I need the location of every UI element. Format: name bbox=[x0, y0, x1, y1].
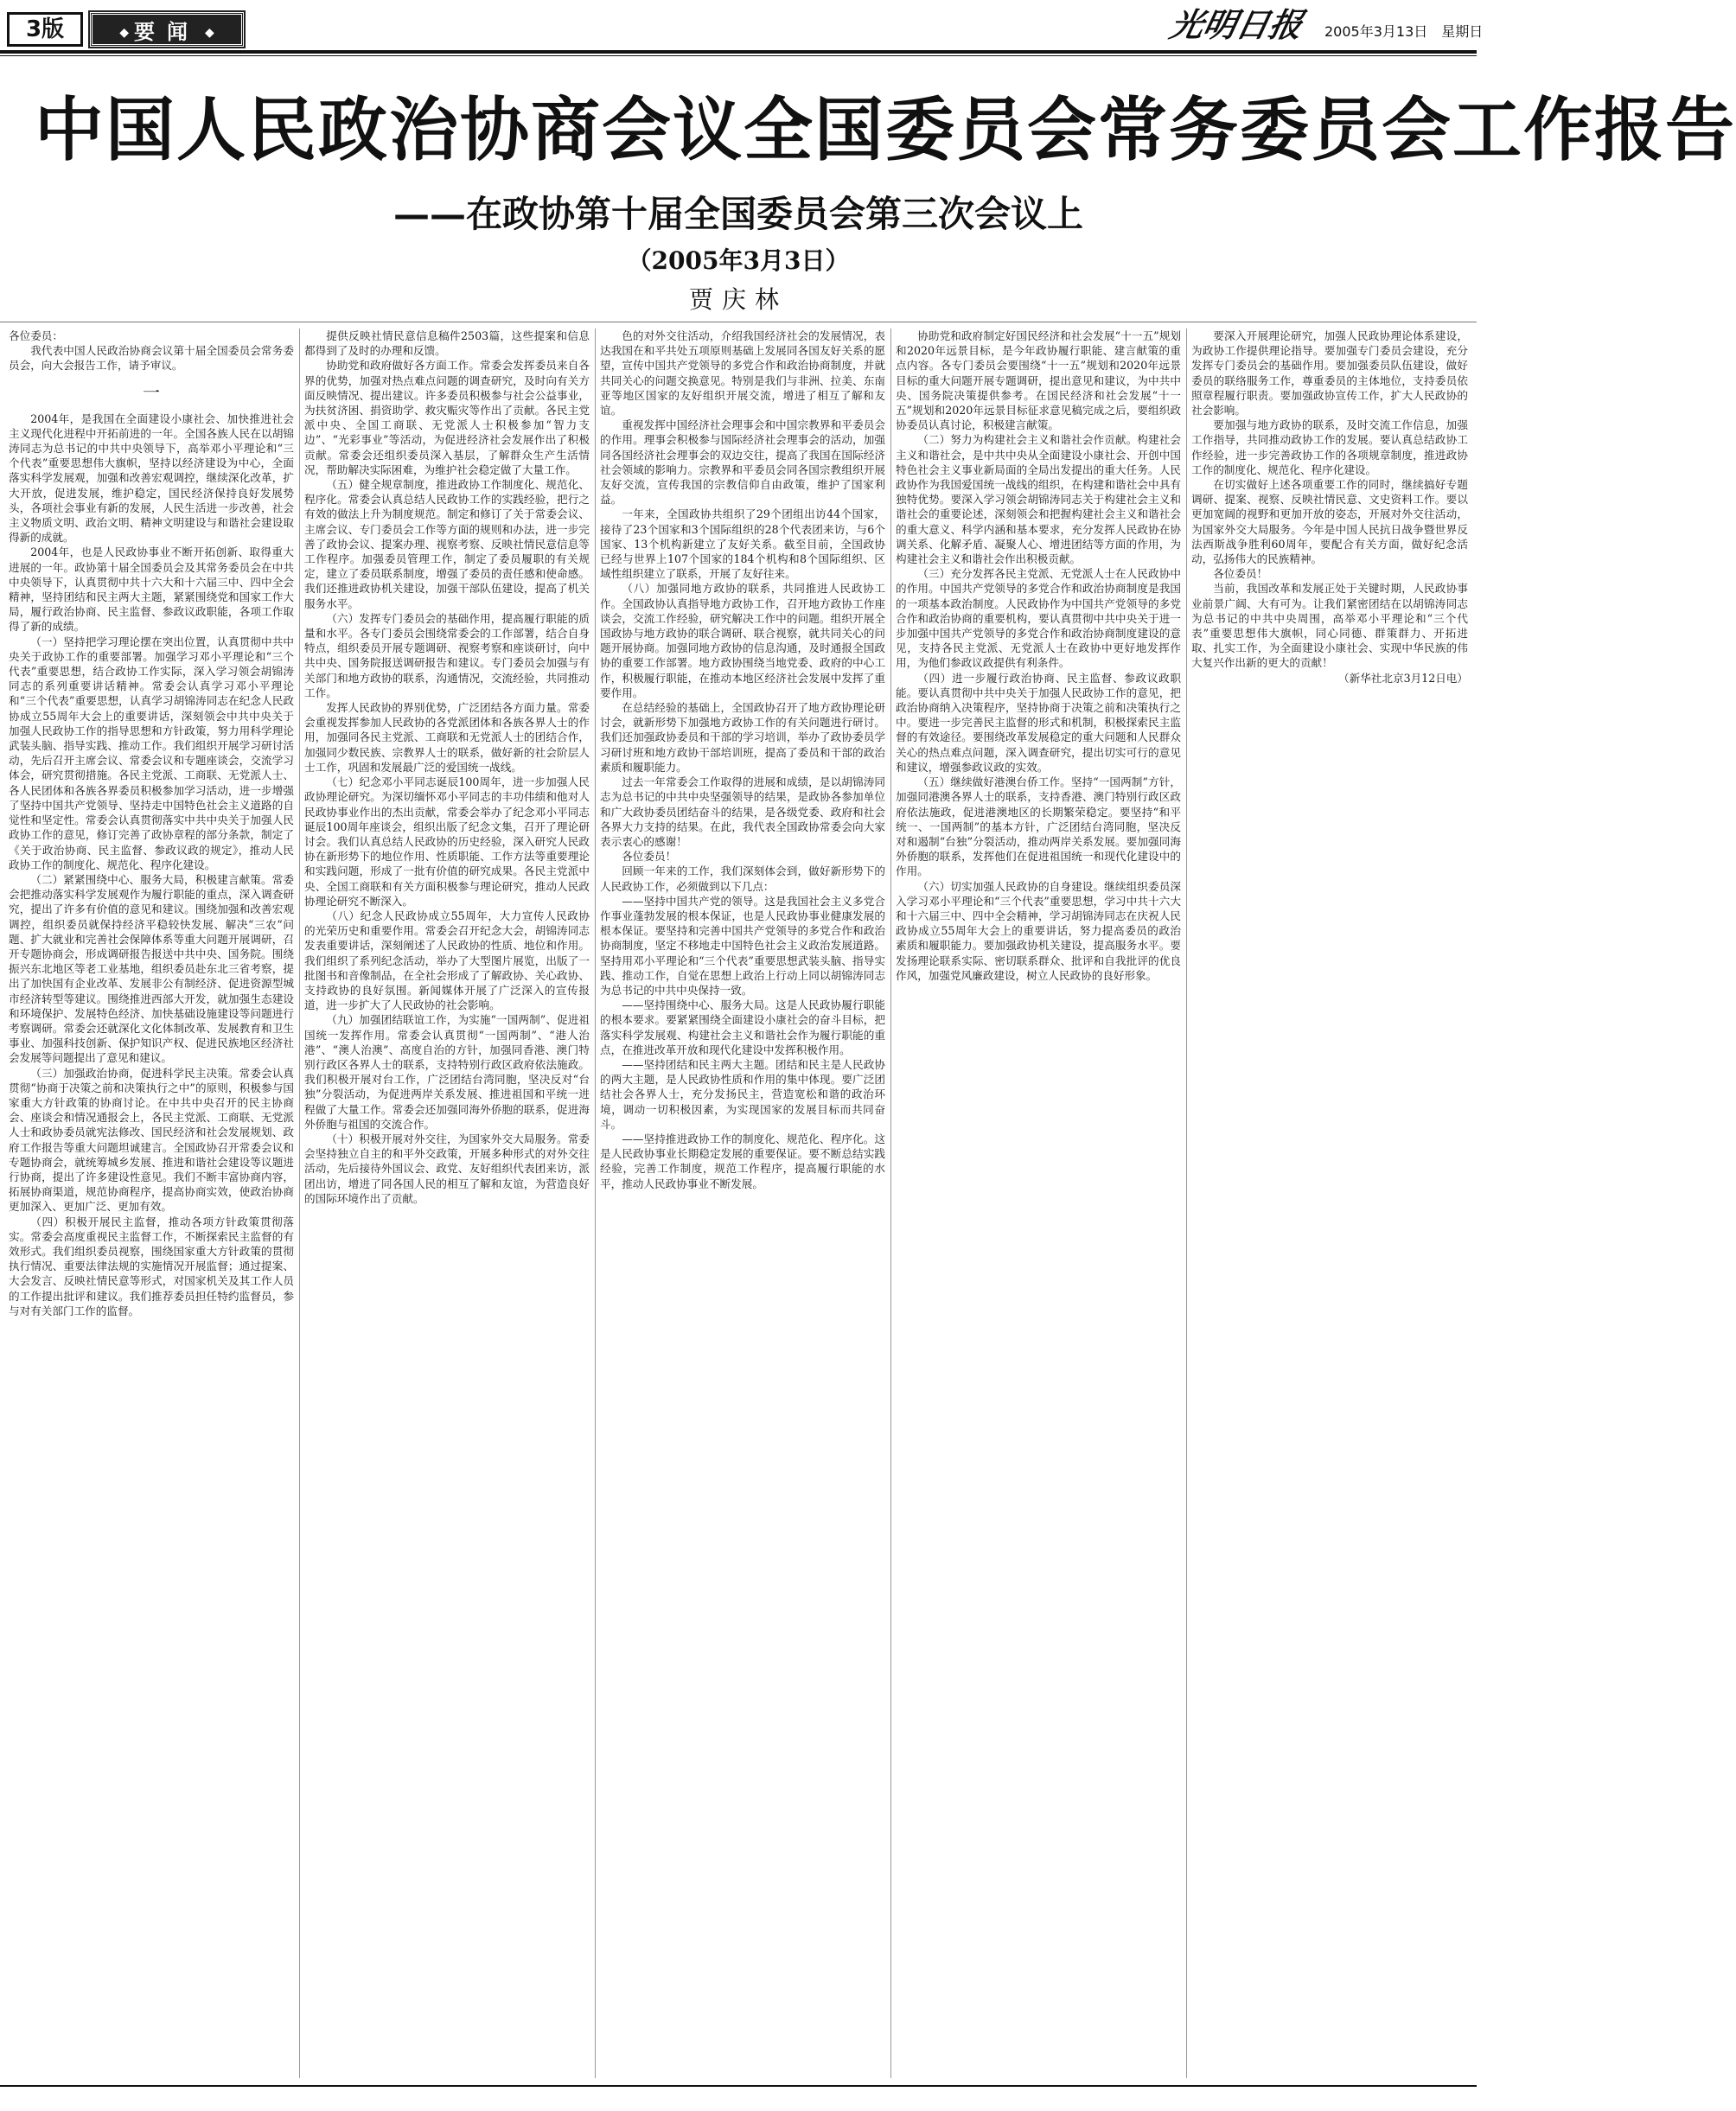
paragraph: （五）继续做好港澳台侨工作。坚持“一国两制”方针，加强同港澳各界人士的联系，支持香港、澳门特别行政区政府依法施政，促进港澳地区的长期繁荣稳定。要坚持“和平统一、一国两制”的基本方针，广泛团结台湾同胞，坚决反对和遏制“台独”分裂活动，推动两岸关系发展。要加强同海外侨胞的联系，发挥他们在促进祖国统一和现代化建设中的作用。 bbox=[896, 775, 1181, 878]
paragraph: （四）进一步履行政治协商、民主监督、参政议政职能。要认真贯彻中共中央关于加强人民政协工作的意见，把政治协商纳入决策程序，坚持协商于决策之前和决策执行之中。要进一步完善民主监督的形式和机制，积极探索民主监督的有效途径。要围绕改革发展稳定的重大问题和人民群众关心的热点难点问题，深入调查研究，提出切实可行的意见和建议，增强参政议政的实效。 bbox=[896, 671, 1181, 774]
text-column-1 bbox=[9, 328, 294, 2078]
paragraph: （四）积极开展民主监督，推动各项方针政策贯彻落实。常委会高度重视民主监督工作，不断探索民主监督的有效形式。我们组织委员视察，围绕国家重大方针政策的贯彻执行情况、重要法律法规的实施情况开展监督；通过提案、大会发言、反映社情民意等形式，对国家机关及其工作人员的工作提出批评和建议。我们推荐委员担任特约监督员，参与对有关部门工作的监督。 bbox=[9, 1215, 294, 1317]
paragraph: （二）努力为构建社会主义和谐社会作贡献。构建社会主义和谐社会，是中共中央从全面建设小康社会、开创中国特色社会主义事业新局面的全局出发提出的重大任务。人民政协作为我国爱国统一战线的组织，在构建和谐社会中具有独特优势。要深入学习领会胡锦涛同志关于构建社会主义和谐社会的重要论述，深刻领会和把握构建社会主义和谐社会的重大意义、科学内涵和基本要求，充分发挥人民政协在协调关系、化解矛盾、凝聚人心、增进团结等方面的作用，为构建社会主义和谐社会作出积极贡献。 bbox=[896, 433, 1181, 566]
page-number: 3版 bbox=[7, 12, 83, 47]
issue-date: 2005年3月13日 星期日 bbox=[1324, 23, 1484, 40]
paragraph: （三）充分发挥各民主党派、无党派人士在人民政协中的作用。中国共产党领导的多党合作和政治协商制度是我国的一项基本政治制度。人民政协作为中国共产党领导的多党合作和政治协商的重要机构，要认真贯彻中共中央关于进一步加强中国共产党领导的多党合作和政治协商制度建设的意见，支持各民主党派、无党派人士在政协中更好地发挥作用，为他们参政议政提供有利条件。 bbox=[896, 567, 1181, 670]
paragraph: 协助党和政府做好各方面工作。常委会发挥委员来自各界的优势，加强对热点难点问题的调查研究，及时向有关方面反映情况、提出建议。许多委员积极参与社会公益事业，为扶贫济困、捐资助学、救灾赈灾等作出了贡献。各民主党派中央、全国工商联、无党派人士积极参加“智力支边”、“光彩事业”等活动，为促进经济社会发展作出了积极贡献。常委会还组织委员深入基层，了解群众生产生活情况，帮助解决实际困难，为维护社会稳定做了大量工作。 bbox=[304, 359, 590, 476]
paragraph: ——坚持推进政协工作的制度化、规范化、程序化。这是人民政协事业长期稳定发展的重要保证。要不断总结实践经验，完善工作制度，规范工作程序，提高履行职能的水平，推动人民政协事业不断发展。 bbox=[600, 1132, 885, 1190]
footer-divider bbox=[0, 2085, 1477, 2087]
section-label bbox=[90, 12, 244, 47]
paragraph: 各位委员！ bbox=[1213, 567, 1268, 581]
paragraph: ——坚持中国共产党的领导。这是我国社会主义多党合作事业蓬勃发展的根本保证，也是人民政协事业健康发展的根本保证。要坚持和完善中国共产党领导的多党合作和政治协商制度，坚定不移地走中国特色社会主义政治发展道路。坚持用邓小平理论和“三个代表”重要思想武装头脑、指导实践、推动工作，自觉在思想上政治上行动上同以胡锦涛同志为总书记的中共中央保持一致。 bbox=[600, 894, 885, 997]
paragraph: 要加强与地方政协的联系，及时交流工作信息，加强工作指导，共同推动政协工作的发展。要认真总结政协工作经验，进一步完善政协工作的各项规章制度，推进政协工作的制度化、规范化、程序化建设。 bbox=[1191, 418, 1468, 476]
text-column-2 bbox=[304, 328, 590, 2078]
paragraph: （八）加强同地方政协的联系，共同推进人民政协工作。全国政协认真指导地方政协工作，召开地方政协工作座谈会，交流工作经验，研究解决工作中的问题。组织开展全国政协与地方政协的联合调研、联合视察，就共同关心的问题开展协商。加强同地方政协的信息沟通，及时通报全国政协的重要工作部署。地方政协围绕当地党委、政府的中心工作，积极履行职能，在推动本地区经济社会发展中发挥了重要作用。 bbox=[600, 582, 885, 699]
diamond-icon: ◆ bbox=[205, 26, 214, 40]
paragraph: 2004年，也是人民政协事业不断开拓创新、取得重大进展的一年。政协第十届全国委员会及其常务委员会在中共中央领导下，认真贯彻中共十六大和十六届三中、四中全会精神，坚持团结和民主两大主题，紧紧围绕党和国家工作大局，履行政治协商、民主监督、参政议政职能，各项工作取得了新的成绩。 bbox=[9, 545, 294, 634]
paragraph: （六）发挥专门委员会的基础作用，提高履行职能的质量和水平。各专门委员会围绕常委会的工作部署，结合自身特点，组织委员开展专题调研、视察考察和座谈研讨，向中共中央、国务院报送调研报告和建议。专门委员会加强与有关部门和地方政协的联系，沟通情况，交流经验，共同推动工作。 bbox=[304, 611, 590, 699]
paragraph: 2004年，是我国在全面建设小康社会、加快推进社会主义现代化进程中开拓前进的一年。全国各族人民在以胡锦涛同志为总书记的中共中央领导下，高举邓小平理论和“三个代表”重要思想伟大旗帜，坚持以经济建设为中心，全面落实科学发展观，加强和改善宏观调控，继续深化改革，扩大开放，促进发展，维护稳定，国民经济保持良好发展势头，各项社会事业有新的发展，人民生活进一步改善，社会主义物质文明、政治文明、精神文明建设与和谐社会建设取得新的成就。 bbox=[9, 411, 294, 545]
column-divider bbox=[1186, 328, 1187, 2078]
article-author: 贾庆林 bbox=[688, 285, 788, 314]
paragraph: 发挥人民政协的界别优势，广泛团结各方面力量。常委会重视发挥参加人民政协的各党派团体和各族各界人士的作用，加强同各民主党派、工商联和无党派人士的团结合作，加强同少数民族、宗教界人士的联系，做好新的社会阶层人士工作，巩固和发展最广泛的爱国统一战线。 bbox=[304, 701, 590, 774]
paragraph: （九）加强团结联谊工作，为实施“一国两制”、促进祖国统一发挥作用。常委会认真贯彻“一国两制”、“港人治港”、“澳人治澳”、高度自治的方针，加强同香港、澳门特别行政区各界人士的联系，支持特别行政区政府依法施政。我们积极开展对台工作，广泛团结台湾同胞，坚决反对“台独”分裂活动，为促进两岸关系发展、推进祖国和平统一进程做了大量工作。常委会还加强同海外侨胞的联系，促进海外侨胞与祖国的交流合作。 bbox=[304, 1013, 590, 1131]
paragraph: （新华社北京3月12日电） bbox=[1338, 671, 1468, 685]
paragraph: 当前，我国改革和发展正处于关键时期，人民政协事业前景广阔、大有可为。让我们紧密团结在以胡锦涛同志为总书记的中共中央周围，高举邓小平理论和“三个代表”重要思想伟大旗帜，同心同德、群策群力、开拓进取、扎实工作，为全面建设小康社会、实现中华民族的伟大复兴作出新的更大的贡献！ bbox=[1191, 582, 1468, 670]
masthead bbox=[0, 0, 1484, 50]
column-divider bbox=[595, 328, 596, 2078]
paragraph: （七）纪念邓小平同志诞辰100周年，进一步加强人民政协理论研究。为深切缅怀邓小平同志的丰功伟绩和他对人民政协事业作出的杰出贡献，常委会举办了纪念邓小平同志诞辰100周年座谈会，组织出版了纪念文集，召开了理论研讨会。我们认真总结人民政协的历史经验，深入研究人民政协在新形势下的地位作用、性质职能、工作方法等重要理论和实践问题，形成了一批有价值的研究成果。各民主党派中央、全国工商联和有关方面积极参与理论研究，推动人民政协理论研究不断深入。 bbox=[304, 775, 590, 908]
paragraph: 过去一年常委会工作取得的进展和成绩，是以胡锦涛同志为总书记的中共中央坚强领导的结果，是政协各参加单位和广大政协委员团结奋斗的结果，是各级党委、政府和社会各界大力支持的结果。在此，我代表全国政协常委会向大家表示衷心的感谢！ bbox=[600, 775, 885, 848]
paragraph: 在总结经验的基础上，全国政协召开了地方政协理论研讨会，就新形势下加强地方政协工作的有关问题进行研讨。我们还加强政协委员和干部的学习培训，举办了政协委员学习研讨班和地方政协干部培训班，提高了委员和干部的政治素质和履职能力。 bbox=[600, 701, 885, 774]
column-divider bbox=[299, 328, 300, 2078]
article-date: （2005年3月3日） bbox=[627, 246, 850, 275]
paragraph: 提供反映社情民意信息稿件2503篇，这些提案和信息都得到了及时的办理和反馈。 bbox=[304, 329, 590, 358]
header-divider-thin bbox=[0, 55, 1477, 56]
paragraph: 一 bbox=[143, 381, 160, 403]
text-column-4 bbox=[896, 328, 1181, 2078]
header-divider bbox=[0, 50, 1477, 54]
diamond-icon: ◆ bbox=[119, 26, 129, 40]
article-subtitle: ——在政协第十届全国委员会第三次会议上 bbox=[393, 193, 1083, 235]
column-divider bbox=[890, 328, 891, 2078]
newspaper-logo: 光明日报 bbox=[1166, 5, 1306, 44]
paragraph: （一）坚持把学习理论摆在突出位置，认真贯彻中共中央关于政协工作的重要部署。加强学习邓小平理论和“三个代表”重要思想，结合政协工作实际，深入学习领会胡锦涛同志的系列重要讲话精神。常委会认真学习邓小平理论和“三个代表”重要思想，认真学习胡锦涛同志在纪念人民政协成立55周年大会上的重要讲话，深刻领会中共中央关于加强人民政协工作的指导思想和方针政策，努力用科学理论武装头脑、指导实践、推动工作。我们组织开展学习研讨活动，先后召开主席会议、常委会议和专题座谈会，交流学习体会，研究贯彻措施。各民主党派、工商联、无党派人士、各人民团体和各族各界委员积极参加学习活动，进一步增强了坚持中国共产党领导、坚持走中国特色社会主义道路的自觉性和坚定性。常委会认真贯彻落实中共中央关于加强人民政协工作的意见，修订完善了政协章程的部分条款，制定了《关于政治协商、民主监督、参政议政的规定》，推动人民政协工作的制度化、规范化、程序化建设。 bbox=[9, 635, 294, 871]
paragraph: （五）健全规章制度，推进政协工作制度化、规范化、程序化。常委会认真总结人民政协工作的实践经验，把行之有效的做法上升为制度规范。制定和修订了关于常委会议、主席会议、专门委员会工作等方面的规则和办法，进一步完善了政协会议、提案办理、视察考察、反映社情民意信息等工作程序。加强委员管理工作，制定了委员履职的有关规定，建立了委员联系制度，增强了委员的责任感和使命感。我们还推进政协机关建设，加强干部队伍建设，提高了机关服务水平。 bbox=[304, 478, 590, 610]
paragraph: 色的对外交往活动，介绍我国经济社会的发展情况，表达我国在和平共处五项原则基础上发展同各国友好关系的愿望，宣传中国共产党领导的多党合作和政治协商制度，并就共同关心的问题交换意见。特别是我们与非洲、拉美、东南亚等地区国家的友好组织开展交流，增进了相互了解和友谊。 bbox=[600, 329, 885, 418]
paragraph: （十）积极开展对外交往，为国家外交大局服务。常委会坚持独立自主的和平外交政策，开展多种形式的对外交往活动，先后接待外国议会、政党、友好组织代表团来访，派团出访，增进了同各国人民的相互了解和友谊，为营造良好的国际环境作出了贡献。 bbox=[304, 1132, 590, 1205]
paragraph: 我代表中国人民政治协商会议第十届全国委员会常务委员会，向大会报告工作，请予审议。 bbox=[9, 344, 294, 373]
paragraph: 在切实做好上述各项重要工作的同时，继续搞好专题调研、提案、视察、反映社情民意、文史资料工作。要以更加宽阔的视野和更加开放的姿态，开展对外交往活动，为国家外交大局服务。今年是中国人民抗日战争暨世界反法西斯战争胜利60周年，要配合有关方面，做好纪念活动，弘扬伟大的民族精神。 bbox=[1191, 478, 1468, 566]
text-column-5 bbox=[1191, 328, 1468, 2078]
paragraph: （六）切实加强人民政协的自身建设。继续组织委员深入学习邓小平理论和“三个代表”重要思想，学习中共十六大和十六届三中、四中全会精神，学习胡锦涛同志在庆祝人民政协成立55周年大会上的重要讲话，努力提高委员的政治素质和履职能力。要加强政协机关建设，提高服务水平。要发扬理论联系实际、密切联系群众、批评和自我批评的优良作风，加强党风廉政建设，树立人民政协的良好形象。 bbox=[896, 879, 1181, 982]
paragraph: 重视发挥中国经济社会理事会和中国宗教界和平委员会的作用。理事会积极参与国际经济社会理事会的活动，加强同各国经济社会理事会的双边交往，提高了我国在国际经济社会领域的影响力。宗教界和平委员会同各国宗教组织开展友好交流，宣传我国的宗教信仰自由政策，维护了国家利益。 bbox=[600, 418, 885, 507]
article-title: 中国人民政治协商会议全国委员会常务委员会工作报告 bbox=[35, 90, 1736, 170]
section-text: 要闻 bbox=[134, 20, 200, 44]
paragraph: 要深入开展理论研究，加强人民政协理论体系建设，为政协工作提供理论指导。要加强专门委员会建设，充分发挥专门委员会的基础作用。要加强委员队伍建设，做好委员的联络服务工作，尊重委员的主体地位，支持委员依照章程履行职责。要加强政协宣传工作，扩大人民政协的社会影响。 bbox=[1191, 329, 1468, 418]
paragraph: 协助党和政府制定好国民经济和社会发展“十一五”规划和2020年远景目标，是今年政协履行职能、建言献策的重点内容。各专门委员会要围绕“十一五”规划和2020年远景目标的重大问题开展专题调研，提出意见和建议，为中共中央、国务院决策提供参考。在国民经济和社会发展“十一五”规划和2020年远景目标征求意见稿完成之后，要组织政协委员认真讨论，积极建言献策。 bbox=[896, 329, 1181, 432]
paragraph: （二）紧紧围绕中心、服务大局，积极建言献策。常委会把推动落实科学发展观作为履行职能的重点，深入调查研究，提出了许多有价值的意见和建议。围绕加强和改善宏观调控，组织委员就保持经济平稳较快发展、解决“三农”问题、扩大就业和完善社会保障体系等重大问题开展调研，召开专题协商会，形成调研报告报送中共中央、国务院。围绕振兴东北地区等老工业基地，组织委员赴东北三省考察，提出了加快国有企业改革、发展非公有制经济、促进资源型城市经济转型等建议。围绕推进西部大开发，就加强生态建设和环境保护、发展特色经济、加快基础设施建设等问题进行考察调研。常委会还就深化文化体制改革、发展教育和卫生事业、加强科技创新、保护知识产权、促进民族地区经济社会发展等问题提出了意见和建议。 bbox=[9, 872, 294, 1065]
paragraph: 各位委员： bbox=[9, 329, 63, 342]
paragraph: （八）纪念人民政协成立55周年，大力宣传人民政协的光荣历史和重要作用。常委会召开纪念大会，胡锦涛同志发表重要讲话，深刻阐述了人民政协的性质、地位和作用。我们组织了系列纪念活动，举办了大型图片展览，出版了一批图书和音像制品，在全社会形成了了解政协、关心政协、支持政协的良好氛围。新闻媒体开展了广泛深入的宣传报道，进一步扩大了人民政协的社会影响。 bbox=[304, 909, 590, 1012]
paragraph: （三）加强政治协商，促进科学民主决策。常委会认真贯彻“协商于决策之前和决策执行之中”的原则，积极参与国家重大方针政策的协商讨论。在中共中央召开的民主协商会、座谈会和情况通报会上，各民主党派、工商联、无党派人士和政协委员就宪法修改、国民经济和社会发展规划、政府工作报告等重大问题坦诚建言。全国政协召开常委会议和专题协商会，就统筹城乡发展、推进和谐社会建设等议题进行协商，提出了许多建设性意见。我们不断丰富协商内容，拓展协商渠道，规范协商程序，提高协商实效，使政治协商更加深入、更加广泛、更加有效。 bbox=[9, 1066, 294, 1214]
paragraph: 各位委员！ bbox=[622, 850, 677, 864]
text-column-3 bbox=[600, 328, 885, 2078]
paragraph: ——坚持团结和民主两大主题。团结和民主是人民政协的两大主题，是人民政协性质和作用的集中体现。要广泛团结社会各界人士，充分发扬民主，营造宽松和谐的政治环境，调动一切积极因素，为实现国家的发展目标而共同奋斗。 bbox=[600, 1057, 885, 1131]
paragraph: 一年来，全国政协共组织了29个团组出访44个国家，接待了23个国家和3个国际组织的28个代表团来访，与6个国家、13个机构新建立了友好关系。截至目前，全国政协已经与世界上107个国家的184个机构和8个国际组织、区域性组织建立了联系，开展了友好往来。 bbox=[600, 507, 885, 581]
paragraph: ——坚持围绕中心、服务大局。这是人民政协履行职能的根本要求。要紧紧围绕全面建设小康社会的奋斗目标，把落实科学发展观、构建社会主义和谐社会作为履行职能的重点，在推进改革开放和现代化建设中发挥积极作用。 bbox=[600, 998, 885, 1056]
paragraph: 回顾一年来的工作，我们深刻体会到，做好新形势下的人民政协工作，必须做到以下几点： bbox=[600, 864, 885, 893]
